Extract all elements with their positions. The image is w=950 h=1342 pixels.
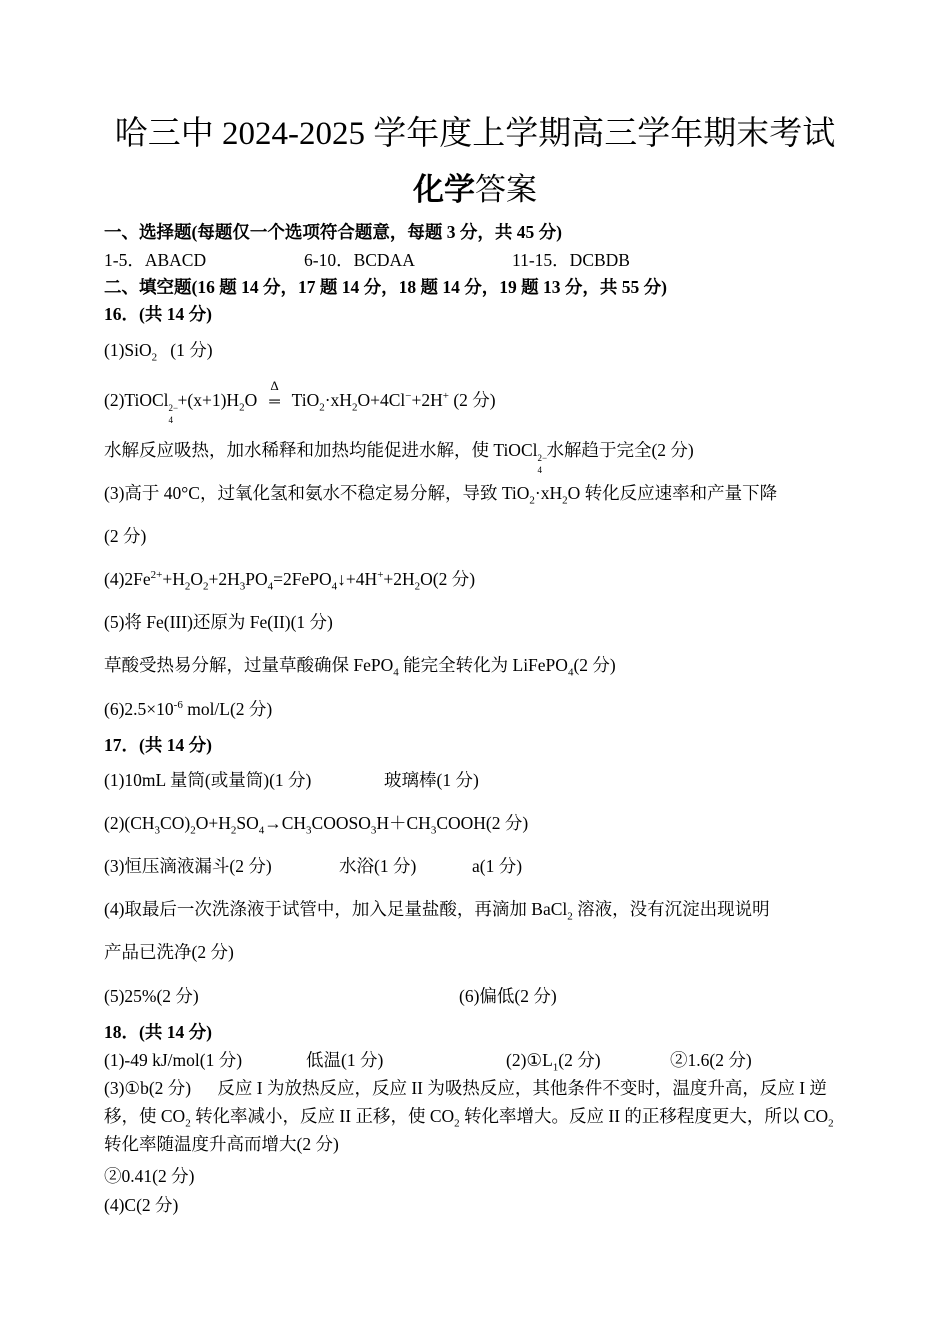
q16-p2-score: (2 分) [448, 390, 496, 410]
q17-p2-a: (2)(CH [104, 813, 155, 833]
q16-p2-g: +2H [411, 390, 443, 410]
q16-p9-b: mol/L(2 分) [182, 699, 273, 719]
q17-p2-b: CO) [160, 813, 191, 833]
q18-p2-sub2: 2 [454, 1117, 460, 1130]
q16-p2-e: ·xH [324, 390, 352, 410]
q17-p4-a: (4)取最后一次洗涤液于试管中，加入足量盐酸，再滴加 BaCl [104, 899, 568, 919]
q18-p2-sub3: 2 [828, 1117, 834, 1130]
q17-part4 [104, 897, 850, 921]
q17-p2-sub3: 2 [230, 824, 237, 837]
q16-p6-e: PO [245, 569, 268, 589]
q16-p6-b: +H [162, 569, 185, 589]
q16-p6-sub1: 2 [184, 580, 191, 593]
q16-p3-ion-charge: 2− [537, 453, 548, 463]
q16-p2-sup1: − [405, 390, 412, 403]
q16-p3-a: 水解反应吸热，加水稀释和加热均能促进水解，使 TiOCl [104, 440, 538, 460]
heat-condition-sign [262, 378, 288, 414]
q16-p4-c: O 转化反应速率和产量下降 [567, 483, 778, 503]
q17-p2-g: H＋CH [376, 813, 431, 833]
q16-p2-ion-sub: 4 [168, 415, 174, 425]
q16-p8-sub1: 4 [393, 666, 399, 679]
q16-p2-c: O [244, 390, 262, 410]
q17-part4-score: 产品已洗净(2 分) [104, 942, 234, 962]
q16-part5: (5)将 Fe(III)还原为 Fe(II)(1 分) [104, 612, 333, 632]
q18-p1-e: ②1.6(2 分) [670, 1050, 752, 1070]
q16-p1-score: (1 分) [157, 340, 213, 360]
q18-p2-sub1: 2 [185, 1117, 191, 1130]
q17-p6-a: (5)25%(2 分) [104, 986, 199, 1006]
q17-p6-b: (6)偏低(2 分) [459, 986, 557, 1006]
q18-p1-a: (1)-49 kJ/mol(1 分) [104, 1050, 243, 1070]
q16-p6-h: +2H [383, 569, 415, 589]
q16-p6-g: ↓+4H [337, 569, 378, 589]
q16-p3-ion-sub: 4 [537, 465, 542, 475]
q17-p4-sub: 2 [567, 910, 573, 923]
q16-p8-a: 草酸受热易分解，过量草酸确保 FePO [104, 655, 394, 675]
q16-part5-explanation [104, 653, 850, 677]
q18-p1-sub: 1 [552, 1061, 559, 1074]
q16-p2-sup2: + [442, 390, 449, 403]
q16-p4-b: ·xH [534, 483, 563, 503]
answer-word: 答案 [475, 172, 537, 207]
q18-p2-a: (3)①b(2 分) 反应 I 为放热反应，反应 II 为吸热反应，其他条件不变时，温度升高，反应 I 逆移，使 CO [104, 1078, 827, 1126]
q17-p2-e: →CH [264, 813, 307, 833]
mc-answers-6-10: 6-10．BCDAA [304, 250, 415, 270]
q17-part2 [104, 811, 850, 835]
q16-part2 [104, 378, 850, 425]
q17-heading: 17．(共 14 分) [104, 735, 212, 755]
subject-name: 化学 [413, 172, 475, 208]
q16-p6-sup1: 2+ [150, 569, 163, 582]
q16-p2-ion-charge: 2− [168, 403, 179, 413]
q16-part2-explanation [104, 438, 850, 475]
q16-p8-c: (2 分) [573, 655, 616, 675]
q16-p1-sub: 2 [151, 351, 158, 364]
mc-answers-row [104, 248, 850, 272]
q18-p1-d: (2 分) [558, 1050, 601, 1070]
q17-p2-c: O+H [195, 813, 231, 833]
q16-part1 [104, 338, 850, 362]
q18-part3 [104, 1074, 850, 1158]
q16-p6-sub5: 4 [331, 580, 338, 593]
q17-part1 [104, 768, 850, 792]
q16-p2-d: TiO [287, 390, 320, 410]
q17-part3 [104, 854, 850, 878]
q18-p2-d: 转化率随温度升高而增大(2 分) [104, 1134, 339, 1154]
q18-p1-c-wrap [506, 1048, 601, 1072]
q16-p6-sub2: 2 [203, 580, 209, 593]
q16-p6-f: =2FePO [273, 569, 332, 589]
q16-p6-sup2: + [377, 569, 384, 582]
q16-p6-sub4: 4 [267, 580, 274, 593]
section-2-heading: 二、填空题(16 题 14 分，17 题 14 分，18 题 14 分，19 题 13 分，共 55 分) [104, 277, 667, 297]
q17-p1-b: 玻璃棒(1 分) [384, 770, 479, 790]
q16-p4-sub1: 2 [529, 494, 535, 507]
document-title: 哈三中 2024-2025 学年度上学期高三学年期末考试 [114, 116, 836, 152]
q18-p2-b: 转化率减小，反应 II 正移，使 CO [190, 1106, 455, 1126]
q17-p3-b: 水浴(1 分) [339, 856, 417, 876]
q18-p1-b: 低温(1 分) [306, 1050, 384, 1070]
q16-p2-a: (2)TiOCl [104, 390, 169, 410]
q16-p2-f: O+4Cl [357, 390, 406, 410]
q16-p4-a: (3)高于 40°C，过氧化氢和氨水不稳定易分解，导致 TiO [104, 483, 530, 503]
q16-part6 [104, 697, 850, 721]
q16-p2-b: +(x+1)H [177, 390, 240, 410]
q16-p3-b: 水解趋于完全(2 分) [546, 440, 694, 460]
q17-p3-c: a(1 分) [472, 856, 523, 876]
q16-p6-c: O [190, 569, 204, 589]
q16-p6-i: O(2 分) [420, 569, 476, 589]
q16-p9-a: (6)2.5×10 [104, 699, 174, 719]
q17-p2-sub6: 3 [370, 824, 377, 837]
q16-p8-b: 能完全转化为 LiFePO [398, 655, 568, 675]
q16-heading: 16．(共 14 分) [104, 304, 212, 324]
q17-p1-a: (1)10mL 量筒(或量筒)(1 分) [104, 770, 312, 790]
q17-p2-d: SO [236, 813, 259, 833]
q16-p4-sub2: 2 [562, 494, 568, 507]
mc-answers-1-5: 1-5．ABACD [104, 250, 207, 270]
q17-p2-sub4: 4 [258, 824, 265, 837]
q17-p4-b: 溶液，没有沉淀出现说明 [572, 899, 770, 919]
q16-p9-sup: -6 [173, 699, 183, 712]
q16-p2-sub2: 2 [319, 401, 325, 414]
q18-p1-c: (2)①L [506, 1050, 553, 1070]
equals-symbol: ═ [269, 394, 280, 410]
q16-p8-sub2: 4 [567, 666, 574, 679]
q18-part1-2 [104, 1048, 850, 1072]
q17-p2-sub1: 3 [154, 824, 161, 837]
document-subtitle [0, 170, 950, 210]
q16-part3 [104, 481, 850, 505]
q16-p2-sub3: 2 [351, 401, 358, 414]
q16-p6-a: (4)2Fe [104, 569, 151, 589]
q16-part3-score: (2 分) [104, 526, 147, 546]
q18-heading: 18．(共 14 分) [104, 1022, 212, 1042]
mc-answers-11-15: 11-15．DCBDB [512, 250, 630, 270]
q17-p2-sub7: 3 [430, 824, 437, 837]
q17-p2-f: COOSO [311, 813, 371, 833]
q16-p6-d: +2H [208, 569, 240, 589]
q17-part5-6 [104, 984, 850, 1008]
q16-p6-sub6: 2 [414, 580, 421, 593]
q16-p2-sub1: 2 [239, 401, 245, 414]
q18-part3-2: ②0.41(2 分) [104, 1166, 195, 1186]
q18-p2-c: 转化率增大。反应 II 的正移程度更大，所以 CO [459, 1106, 829, 1126]
q17-p2-sub5: 3 [306, 824, 312, 837]
q16-p1-text: (1)SiO [104, 340, 152, 360]
q17-p2-sub2: 2 [190, 824, 196, 837]
q17-p3-a: (3)恒压滴液漏斗(2 分) [104, 856, 272, 876]
q16-p6-sub3: 3 [239, 580, 246, 593]
section-1-heading: 一、选择题(每题仅一个选项符合题意，每题 3 分，共 45 分) [104, 222, 562, 242]
q16-part4 [104, 567, 850, 591]
q18-part4: (4)C(2 分) [104, 1195, 179, 1215]
heat-delta-symbol: Δ [270, 378, 279, 393]
q17-p2-h: COOH(2 分) [436, 813, 529, 833]
